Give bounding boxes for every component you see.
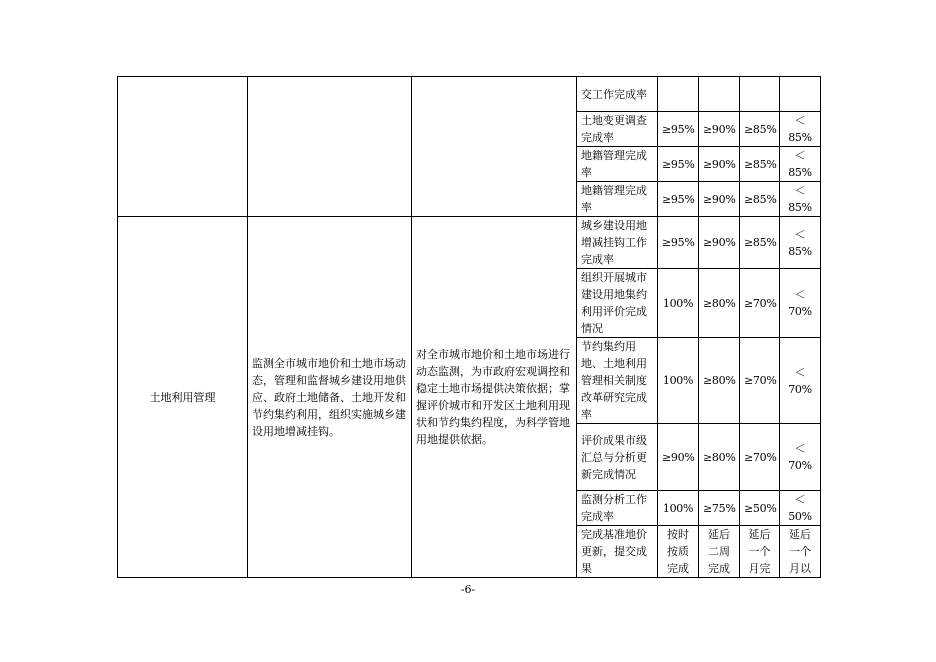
excellent-value: 按时按质完成 [658,526,699,578]
excellent-value: ≥95% [658,147,699,182]
good-value [699,77,740,112]
indicator-cell: 地籍管理完成率 [577,182,658,217]
indicator-cell: 城乡建设用地增减挂钩工作完成率 [577,217,658,269]
excellent-value: 100% [658,491,699,526]
excellent-value: 100% [658,338,699,424]
pass-value: ≥70% [740,338,780,424]
pass-value: ≥85% [740,112,780,147]
good-value: ≥90% [699,182,740,217]
duty-cell: 监测全市城市地价和土地市场动态，管理和监督城乡建设用地供应、政府土地储备、土地开发和节约集约利用，组织实施城乡建设用地增减挂钩。 [248,217,412,578]
category-cell: 土地利用管理 [118,217,248,578]
pass-value: ≥85% [740,217,780,269]
assessment-table [117,76,821,578]
excellent-value: ≥90% [658,424,699,491]
good-value: ≥75% [699,491,740,526]
continued-task-cell [412,77,577,217]
good-value: ≥80% [699,338,740,424]
good-value: ≥90% [699,112,740,147]
indicator-cell: 节约集约用地、土地利用管理相关制度改革研究完成率 [577,338,658,424]
fail-value: 延后一个月以 [780,526,821,578]
good-value: ≥90% [699,217,740,269]
excellent-value: ≥95% [658,217,699,269]
fail-value: ＜70% [780,338,821,424]
pass-value: ≥85% [740,182,780,217]
table-row [118,217,821,269]
table-row [118,77,821,112]
fail-value: ＜70% [780,424,821,491]
excellent-value: 100% [658,269,699,338]
fail-value: ＜85% [780,182,821,217]
excellent-value [658,77,699,112]
indicator-cell: 交工作完成率 [577,77,658,112]
pass-value: ≥85% [740,147,780,182]
fail-value: ＜50% [780,491,821,526]
pass-value: ≥50% [740,491,780,526]
indicator-cell: 地籍管理完成率 [577,147,658,182]
pass-value: ≥70% [740,424,780,491]
fail-value: ＜70% [780,269,821,338]
good-value: ≥90% [699,147,740,182]
good-value: 延后二周完成 [699,526,740,578]
indicator-cell: 组织开展城市建设用地集约利用评价完成情况 [577,269,658,338]
continued-category-cell [118,77,248,217]
indicator-cell: 完成基准地价更新，提交成果 [577,526,658,578]
fail-value: ＜85% [780,112,821,147]
excellent-value: ≥95% [658,112,699,147]
continued-duty-cell [248,77,412,217]
good-value: ≥80% [699,424,740,491]
good-value: ≥80% [699,269,740,338]
indicator-cell: 评价成果市级汇总与分析更新完成情况 [577,424,658,491]
fail-value [780,77,821,112]
indicator-cell: 土地变更调查完成率 [577,112,658,147]
page-number: -6- [460,583,476,596]
pass-value: 延后一个月完 [740,526,780,578]
fail-value: ＜85% [780,217,821,269]
indicator-cell: 监测分析工作完成率 [577,491,658,526]
task-cell: 对全市城市地价和土地市场进行动态监测，为市政府宏观调控和稳定土地市场提供决策依据；掌握评价城市和开发区土地利用现状和节约集约程度，为科学管地用地提供依据。 [412,217,577,578]
pass-value: ≥70% [740,269,780,338]
excellent-value: ≥95% [658,182,699,217]
pass-value [740,77,780,112]
fail-value: ＜85% [780,147,821,182]
